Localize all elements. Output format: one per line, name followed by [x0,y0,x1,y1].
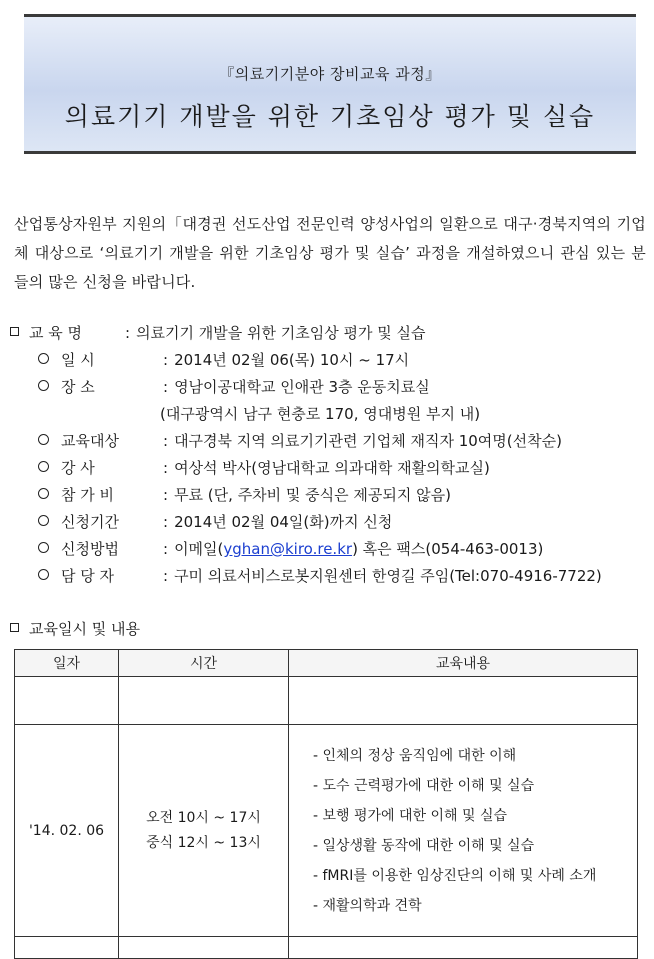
list-item: - 재활의학과 견학 [313,897,422,914]
info-contact: 담 당 자 : 구미 의료서비스로봇지원센터 한영길 주임(Tel:070-4916-7722) [10,563,602,590]
info-label: 장 소 [61,378,95,396]
info-fee: 참 가 비 : 무료 (단, 주차비 및 중식은 제공되지 않음) [10,482,602,509]
time-lunch: 중식 12시 ~ 13시 [146,834,261,851]
column-header-time: 시간 [119,650,289,677]
schedule-table [14,649,638,959]
table-header-row [15,650,638,677]
course-info [10,320,602,590]
list-item: - 도수 근력평가에 대한 이해 및 실습 [313,777,535,794]
info-label: 참 가 비 [61,486,115,504]
info-value-prefix: 이메일( [174,540,224,558]
info-value: 여상석 박사(영남대학교 의과대학 재활의학교실) [174,459,490,477]
info-value: 무료 (단, 주차비 및 중식은 제공되지 않음) [174,486,451,504]
page-title: 의료기기 개발을 위한 기초임상 평가 및 실습 [64,102,596,131]
square-bullet-icon [10,327,19,336]
info-label: 교육대상 [61,432,119,450]
info-place: 장 소 : 영남이공대학교 인애관 3층 운동치료실 [10,374,602,401]
list-item: - 보행 평가에 대한 이해 및 실습 [313,807,508,824]
circle-bullet-icon [38,353,49,364]
schedule-time [119,725,289,937]
info-label: 일 시 [61,351,95,369]
schedule-content [289,725,638,937]
table-spacer-row [15,677,638,725]
list-item: - 인체의 정상 움직임에 대한 이해 [313,747,517,764]
info-value: 2014년 02월 04일(화)까지 신청 [174,513,393,531]
time-morning: 오전 10시 ~ 17시 [146,809,261,826]
circle-bullet-icon [38,461,49,472]
schedule-heading [10,618,140,639]
list-item: - fMRI를 이용한 임상진단의 이해 및 사례 소개 [313,867,597,884]
circle-bullet-icon [38,515,49,526]
column-header-content: 교육내용 [289,650,638,677]
info-value-suffix: ) 혹은 팩스(054-463-0013) [352,540,544,558]
circle-bullet-icon [38,542,49,553]
info-target: 교육대상 : 대구경북 지역 의료기기관련 기업체 재직자 10여명(선착순) [10,428,602,455]
info-label: 강 사 [61,459,95,477]
info-label: 교 육 명 [29,324,83,342]
circle-bullet-icon [38,380,49,391]
circle-bullet-icon [38,569,49,580]
schedule-date: '14. 02. 06 [15,725,119,937]
info-value: 2014년 02월 06(목) 10시 ~ 17시 [174,351,410,369]
info-deadline: 신청기간 : 2014년 02월 04일(화)까지 신청 [10,509,602,536]
info-value: 구미 의료서비스로봇지원센터 한영길 주임(Tel:070-4916-7722) [174,567,602,585]
column-header-date: 일자 [15,650,119,677]
schedule-heading-text: 교육일시 및 내용 [29,620,140,638]
info-date: 일 시 : 2014년 02월 06(목) 10시 ~ 17시 [10,347,602,374]
info-value: 영남이공대학교 인애관 3층 운동치료실 [174,378,430,396]
circle-bullet-icon [38,488,49,499]
info-label: 담 당 자 [61,567,115,585]
info-value: 대구경북 지역 의료기기관련 기업체 재직자 10여명(선착순) [174,432,562,450]
info-label: 신청방법 [61,540,119,558]
course-category: 『의료기기분야 장비교육 과정』 [219,65,441,83]
title-banner [24,14,636,154]
table-row [15,725,638,937]
list-item: - 일상생활 동작에 대한 이해 및 실습 [313,837,535,854]
square-bullet-icon [10,623,19,632]
info-method: 신청방법 : 이메일(yghan@kiro.re.kr) 혹은 팩스(054-463-0013) [10,536,602,563]
info-lecturer: 강 사 : 여상석 박사(영남대학교 의과대학 재활의학교실) [10,455,602,482]
info-place-address: (대구광역시 남구 현충로 170, 영대병원 부지 내) [160,405,481,423]
intro-paragraph: 산업통상자원부 지원의「대경권 선도산업 전문인력 양성사업의 일환으로 대구·경북지역의 기업체 대상으로 ‘의료기기 개발을 위한 기초임상 평가 및 실습’ 과정을 개설하였으니 관심 있는 분들의 많은 신청을 바랍니다. [14,215,646,291]
table-spacer-row [15,937,638,959]
info-label: 신청기간 [61,513,119,531]
info-value: 의료기기 개발을 위한 기초임상 평가 및 실습 [136,324,426,342]
info-course: 교 육 명 : 의료기기 개발을 위한 기초임상 평가 및 실습 [10,320,602,347]
circle-bullet-icon [38,434,49,445]
email-link[interactable]: yghan@kiro.re.kr [223,540,353,558]
